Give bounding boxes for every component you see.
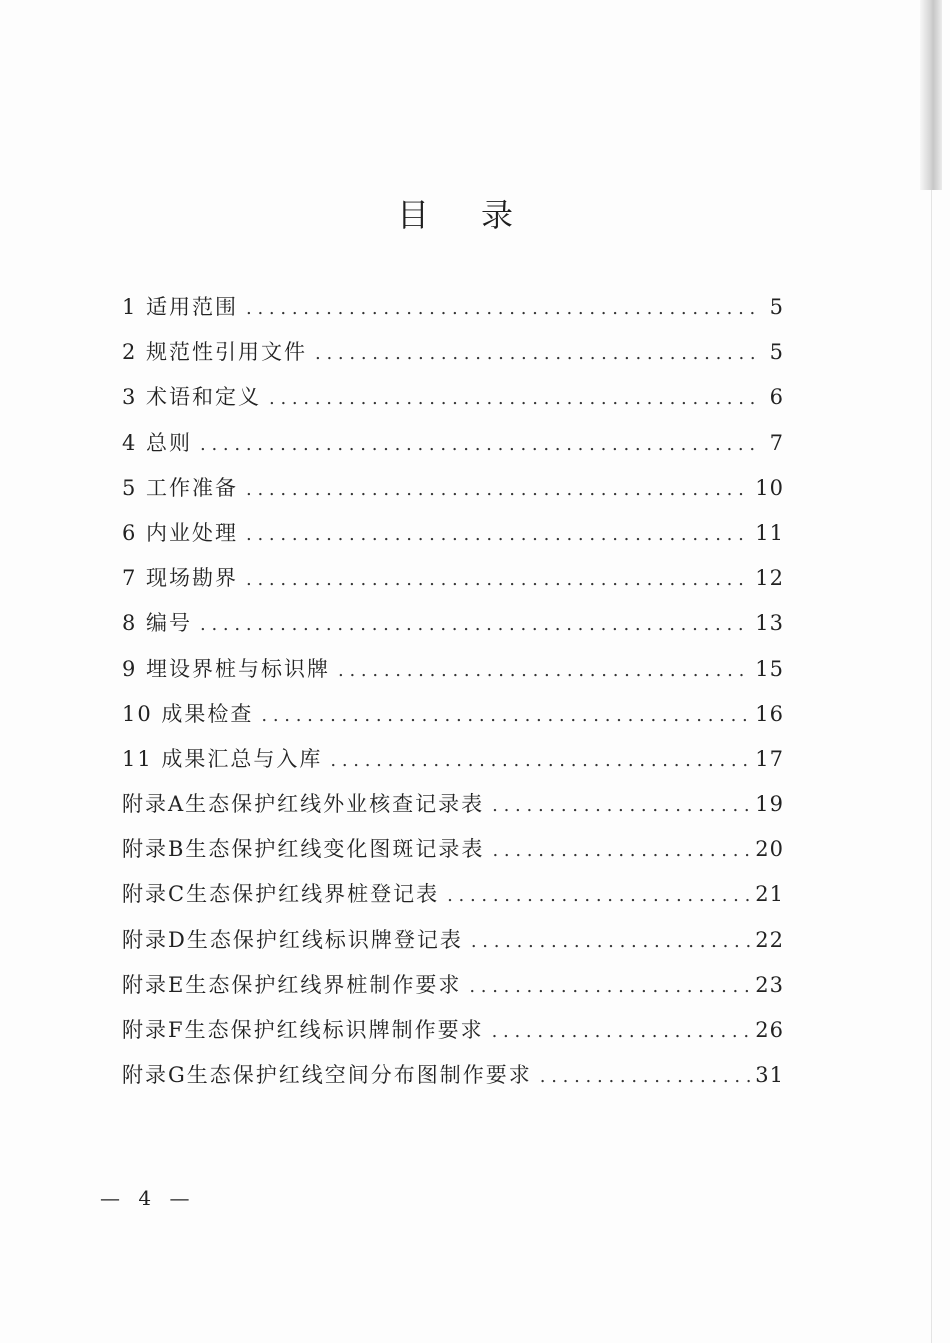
toc-entry-page: 22 [755,927,784,952]
toc-entry-page: 19 [755,792,784,817]
toc-entry-label: 3 术语和定义 [122,385,262,410]
toc-entry-label: 1 适用范围 [122,295,239,319]
toc-entry-label: 5 工作准备 [122,475,239,500]
toc-entry-page: 11 [755,520,784,545]
toc-entry-6 [122,511,784,556]
toc-dot-leader [471,919,751,964]
toc-dot-leader [492,828,751,873]
toc-entry-page: 5 [769,340,784,365]
toc-entry-1 [122,285,784,330]
toc-entry-label: 附录C生态保护红线界桩登记表 [122,882,440,907]
toc-entry-label: 8 编号 [122,611,193,636]
toc-entry-page: 6 [769,385,784,410]
toc-entry-label: 7 现场勘界 [122,566,239,591]
toc-entry-label: 附录G生态保护红线空间分布图制作要求 [122,1063,532,1088]
toc-entry-5 [122,466,784,511]
toc-entry-page: 13 [755,611,784,636]
toc-entry-label: 4 总则 [122,430,193,455]
toc-entry-label: 附录D生态保护红线标识牌登记表 [122,927,463,952]
toc-entry-label: 6 内业处理 [122,520,239,545]
toc-dot-leader [246,557,751,602]
toc-entry-page: 5 [769,295,784,319]
toc-entry-appendix-f [122,1008,784,1053]
toc-entry-11 [122,737,784,782]
toc-entry-appendix-g [122,1053,784,1098]
toc-entry-page: 10 [755,475,784,500]
toc-entry-label: 9 埋设界桩与标识牌 [122,656,331,681]
toc-dot-leader [540,1054,751,1099]
toc-entry-label: 附录B生态保护红线变化图斑记录表 [122,837,485,862]
toc-dot-leader [330,738,751,783]
toc-entry-10 [122,692,784,737]
toc-dot-leader [469,964,751,1009]
toc-dot-leader [246,512,751,557]
toc-entry-appendix-a [122,782,784,827]
toc-dot-leader [447,873,751,918]
toc-entry-label: 附录E生态保护红线界桩制作要求 [122,972,462,997]
toc-dot-leader [246,467,751,512]
toc-entry-label: 10 成果检查 [122,701,254,726]
toc-entry-page: 26 [755,1018,784,1042]
toc-dot-leader [338,648,751,693]
toc-entry-7 [122,556,784,601]
toc-entry-page: 12 [755,566,784,591]
toc-entry-page: 20 [755,837,784,862]
page-number-footer: — 4 — [100,1186,196,1210]
toc-entry-page: 31 [755,1063,784,1088]
toc-entry-page: 16 [755,701,784,726]
toc-entry-4 [122,421,784,466]
toc-entry-label: 2 规范性引用文件 [122,340,308,365]
toc-entry-2 [122,330,784,375]
toc-dot-leader [315,331,754,376]
toc-entry-page: 21 [755,882,784,907]
toc-entry-label: 附录A生态保护红线外业核查记录表 [122,792,485,817]
page-title: 目录 [396,196,565,234]
toc-dot-leader [200,422,754,467]
toc-entry-3 [122,375,784,420]
toc-dot-leader [261,693,751,738]
toc-entry-page: 15 [755,656,784,681]
toc-entry-page: 17 [755,746,784,771]
toc-entry-appendix-c [122,872,784,917]
scan-edge-line [931,190,932,1343]
toc-entry-9 [122,647,784,692]
toc-entry-label: 11 成果汇总与入库 [122,746,323,771]
table-of-contents [122,285,784,1098]
toc-entry-appendix-e [122,963,784,1008]
toc-entry-appendix-d [122,918,784,963]
toc-entry-appendix-b [122,827,784,872]
toc-entry-page: 7 [769,430,784,455]
toc-dot-leader [269,376,754,421]
toc-entry-label: 附录F生态保护红线标识牌制作要求 [122,1018,484,1042]
toc-entry-page: 23 [755,972,784,997]
scan-edge-shadow [920,0,942,190]
toc-dot-leader [200,602,751,647]
toc-entry-8 [122,601,784,646]
toc-dot-leader [492,1009,752,1054]
toc-dot-leader [246,286,754,331]
toc-dot-leader [492,783,751,828]
